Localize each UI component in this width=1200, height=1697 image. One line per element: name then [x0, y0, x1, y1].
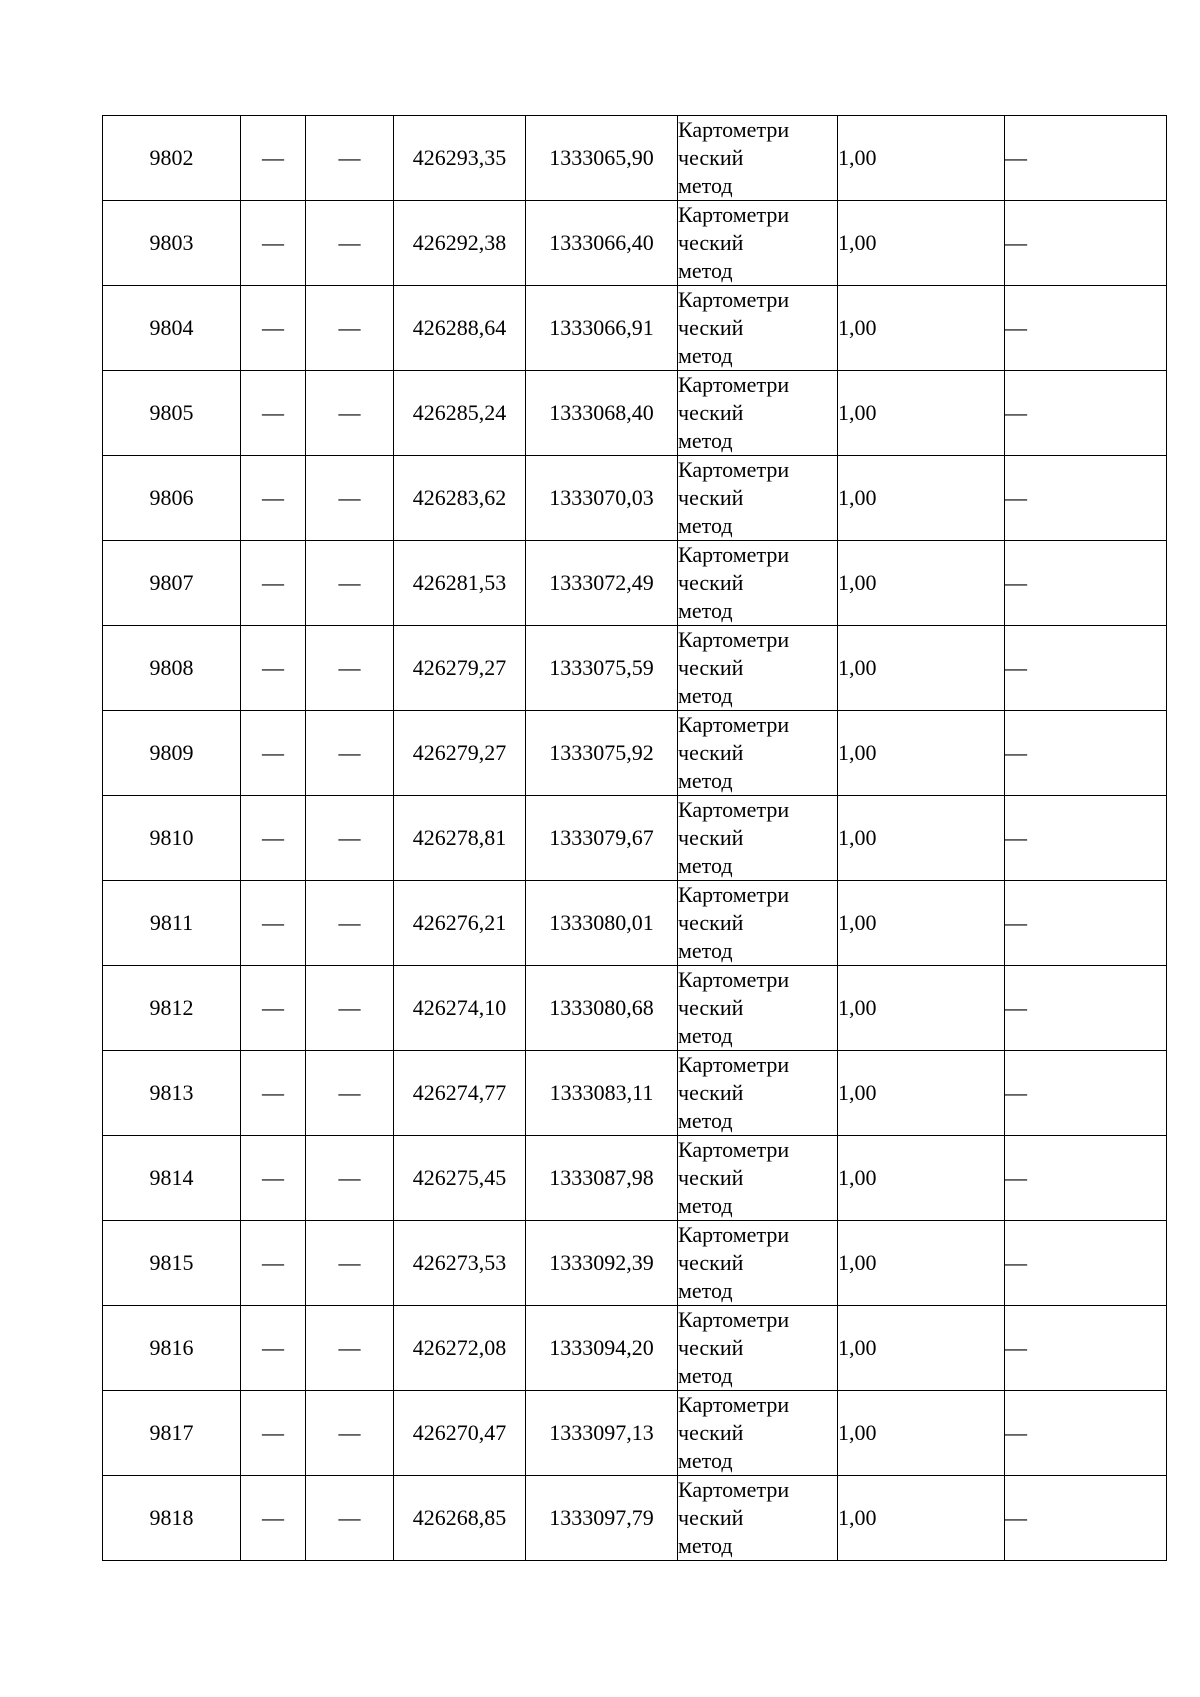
method-line: метод: [678, 513, 733, 538]
dash-cell-2: —: [241, 881, 306, 966]
point-number-cell: 9811: [103, 881, 241, 966]
table-row: [103, 541, 1167, 626]
dash-cell-last: —: [1005, 1476, 1167, 1561]
dash-cell-3: —: [306, 1391, 394, 1476]
table-row: [103, 796, 1167, 881]
method-line: метод: [678, 1363, 733, 1388]
y-coordinate-cell: 1333066,91: [526, 286, 678, 371]
dash-cell-3: —: [306, 456, 394, 541]
dash-cell-3: —: [306, 116, 394, 201]
point-number-cell: 9810: [103, 796, 241, 881]
dash-cell-2: —: [241, 966, 306, 1051]
dash-cell-last: —: [1005, 626, 1167, 711]
method-line: ческий: [678, 1250, 744, 1275]
dash-cell-2: —: [241, 1221, 306, 1306]
method-line: Картометри: [678, 1222, 790, 1247]
y-coordinate-cell: 1333075,92: [526, 711, 678, 796]
table-row: [103, 711, 1167, 796]
dash-cell-2: —: [241, 1051, 306, 1136]
dash-cell-3: —: [306, 371, 394, 456]
point-number-cell: 9803: [103, 201, 241, 286]
accuracy-cell: 1,00: [838, 371, 1005, 456]
dash-cell-last: —: [1005, 1221, 1167, 1306]
method-line: метод: [678, 343, 733, 368]
method-line: ческий: [678, 400, 744, 425]
dash-cell-3: —: [306, 966, 394, 1051]
accuracy-cell: 1,00: [838, 1306, 1005, 1391]
method-line: метод: [678, 1108, 733, 1133]
x-coordinate-cell: 426273,53: [394, 1221, 526, 1306]
dash-cell-last: —: [1005, 116, 1167, 201]
y-coordinate-cell: 1333080,01: [526, 881, 678, 966]
table-row: [103, 626, 1167, 711]
accuracy-cell: 1,00: [838, 626, 1005, 711]
accuracy-cell: 1,00: [838, 456, 1005, 541]
accuracy-cell: 1,00: [838, 881, 1005, 966]
method-line: Картометри: [678, 372, 790, 397]
accuracy-cell: 1,00: [838, 1476, 1005, 1561]
method-line: метод: [678, 683, 733, 708]
x-coordinate-cell: 426272,08: [394, 1306, 526, 1391]
y-coordinate-cell: 1333087,98: [526, 1136, 678, 1221]
dash-cell-2: —: [241, 541, 306, 626]
dash-cell-2: —: [241, 1306, 306, 1391]
table-row: [103, 881, 1167, 966]
y-coordinate-cell: 1333072,49: [526, 541, 678, 626]
dash-cell-last: —: [1005, 966, 1167, 1051]
table-row: [103, 286, 1167, 371]
method-cell: [678, 371, 838, 456]
method-line: метод: [678, 598, 733, 623]
dash-cell-last: —: [1005, 456, 1167, 541]
method-cell: [678, 1221, 838, 1306]
method-cell: [678, 116, 838, 201]
accuracy-cell: 1,00: [838, 1136, 1005, 1221]
method-line: Картометри: [678, 1137, 790, 1162]
table-row: [103, 1391, 1167, 1476]
y-coordinate-cell: 1333065,90: [526, 116, 678, 201]
dash-cell-3: —: [306, 286, 394, 371]
dash-cell-2: —: [241, 371, 306, 456]
method-line: Картометри: [678, 882, 790, 907]
method-line: метод: [678, 173, 733, 198]
dash-cell-3: —: [306, 201, 394, 286]
method-cell: [678, 881, 838, 966]
dash-cell-3: —: [306, 881, 394, 966]
table-row: [103, 116, 1167, 201]
y-coordinate-cell: 1333075,59: [526, 626, 678, 711]
x-coordinate-cell: 426270,47: [394, 1391, 526, 1476]
y-coordinate-cell: 1333083,11: [526, 1051, 678, 1136]
method-cell: [678, 966, 838, 1051]
method-line: ческий: [678, 1080, 744, 1105]
point-number-cell: 9806: [103, 456, 241, 541]
table-row: [103, 1476, 1167, 1561]
table-row: [103, 966, 1167, 1051]
point-number-cell: 9815: [103, 1221, 241, 1306]
dash-cell-last: —: [1005, 201, 1167, 286]
method-line: Картометри: [678, 797, 790, 822]
point-number-cell: 9807: [103, 541, 241, 626]
table-row: [103, 456, 1167, 541]
accuracy-cell: 1,00: [838, 116, 1005, 201]
method-line: метод: [678, 938, 733, 963]
method-line: ческий: [678, 230, 744, 255]
accuracy-cell: 1,00: [838, 201, 1005, 286]
method-line: ческий: [678, 315, 744, 340]
dash-cell-3: —: [306, 626, 394, 711]
dash-cell-last: —: [1005, 1306, 1167, 1391]
coordinates-table: [102, 115, 1167, 1561]
method-line: Картометри: [678, 1477, 790, 1502]
accuracy-cell: 1,00: [838, 711, 1005, 796]
dash-cell-last: —: [1005, 881, 1167, 966]
method-line: Картометри: [678, 1307, 790, 1332]
method-line: Картометри: [678, 1052, 790, 1077]
table-row: [103, 1051, 1167, 1136]
dash-cell-2: —: [241, 1136, 306, 1221]
point-number-cell: 9814: [103, 1136, 241, 1221]
x-coordinate-cell: 426279,27: [394, 626, 526, 711]
method-cell: [678, 1136, 838, 1221]
method-cell: [678, 796, 838, 881]
x-coordinate-cell: 426276,21: [394, 881, 526, 966]
dash-cell-last: —: [1005, 1051, 1167, 1136]
point-number-cell: 9818: [103, 1476, 241, 1561]
method-line: Картометри: [678, 202, 790, 227]
method-line: метод: [678, 258, 733, 283]
dash-cell-3: —: [306, 1476, 394, 1561]
method-line: ческий: [678, 1420, 744, 1445]
method-line: метод: [678, 1193, 733, 1218]
table-row: [103, 201, 1167, 286]
dash-cell-3: —: [306, 1306, 394, 1391]
dash-cell-2: —: [241, 201, 306, 286]
dash-cell-3: —: [306, 1136, 394, 1221]
point-number-cell: 9809: [103, 711, 241, 796]
method-cell: [678, 711, 838, 796]
accuracy-cell: 1,00: [838, 796, 1005, 881]
dash-cell-3: —: [306, 711, 394, 796]
method-cell: [678, 1306, 838, 1391]
y-coordinate-cell: 1333068,40: [526, 371, 678, 456]
point-number-cell: 9802: [103, 116, 241, 201]
method-line: ческий: [678, 825, 744, 850]
method-cell: [678, 541, 838, 626]
accuracy-cell: 1,00: [838, 1221, 1005, 1306]
y-coordinate-cell: 1333097,79: [526, 1476, 678, 1561]
dash-cell-2: —: [241, 116, 306, 201]
method-line: Картометри: [678, 967, 790, 992]
method-line: ческий: [678, 1505, 744, 1530]
x-coordinate-cell: 426274,10: [394, 966, 526, 1051]
method-line: метод: [678, 428, 733, 453]
accuracy-cell: 1,00: [838, 286, 1005, 371]
method-line: ческий: [678, 485, 744, 510]
dash-cell-last: —: [1005, 1136, 1167, 1221]
y-coordinate-cell: 1333092,39: [526, 1221, 678, 1306]
dash-cell-2: —: [241, 286, 306, 371]
x-coordinate-cell: 426268,85: [394, 1476, 526, 1561]
dash-cell-2: —: [241, 456, 306, 541]
accuracy-cell: 1,00: [838, 541, 1005, 626]
x-coordinate-cell: 426292,38: [394, 201, 526, 286]
method-line: Картометри: [678, 287, 790, 312]
method-cell: [678, 456, 838, 541]
dash-cell-3: —: [306, 541, 394, 626]
method-line: ческий: [678, 570, 744, 595]
table-row: [103, 1136, 1167, 1221]
y-coordinate-cell: 1333097,13: [526, 1391, 678, 1476]
x-coordinate-cell: 426285,24: [394, 371, 526, 456]
x-coordinate-cell: 426275,45: [394, 1136, 526, 1221]
point-number-cell: 9805: [103, 371, 241, 456]
dash-cell-3: —: [306, 796, 394, 881]
method-line: Картометри: [678, 627, 790, 652]
method-line: ческий: [678, 995, 744, 1020]
point-number-cell: 9804: [103, 286, 241, 371]
x-coordinate-cell: 426279,27: [394, 711, 526, 796]
method-line: метод: [678, 1278, 733, 1303]
method-line: Картометри: [678, 457, 790, 482]
x-coordinate-cell: 426293,35: [394, 116, 526, 201]
method-cell: [678, 286, 838, 371]
accuracy-cell: 1,00: [838, 1391, 1005, 1476]
method-line: ческий: [678, 1165, 744, 1190]
dash-cell-2: —: [241, 1476, 306, 1561]
dash-cell-2: —: [241, 626, 306, 711]
x-coordinate-cell: 426283,62: [394, 456, 526, 541]
dash-cell-2: —: [241, 796, 306, 881]
method-line: метод: [678, 853, 733, 878]
x-coordinate-cell: 426274,77: [394, 1051, 526, 1136]
table-row: [103, 1306, 1167, 1391]
method-line: Картометри: [678, 712, 790, 737]
y-coordinate-cell: 1333079,67: [526, 796, 678, 881]
method-line: ческий: [678, 740, 744, 765]
dash-cell-last: —: [1005, 796, 1167, 881]
method-line: Картометри: [678, 117, 790, 142]
method-line: метод: [678, 768, 733, 793]
y-coordinate-cell: 1333094,20: [526, 1306, 678, 1391]
point-number-cell: 9817: [103, 1391, 241, 1476]
dash-cell-last: —: [1005, 1391, 1167, 1476]
method-line: метод: [678, 1448, 733, 1473]
method-cell: [678, 1391, 838, 1476]
method-line: ческий: [678, 910, 744, 935]
dash-cell-3: —: [306, 1051, 394, 1136]
method-cell: [678, 626, 838, 711]
dash-cell-last: —: [1005, 711, 1167, 796]
point-number-cell: 9816: [103, 1306, 241, 1391]
x-coordinate-cell: 426288,64: [394, 286, 526, 371]
accuracy-cell: 1,00: [838, 966, 1005, 1051]
y-coordinate-cell: 1333066,40: [526, 201, 678, 286]
point-number-cell: 9808: [103, 626, 241, 711]
x-coordinate-cell: 426281,53: [394, 541, 526, 626]
point-number-cell: 9812: [103, 966, 241, 1051]
method-line: Картометри: [678, 542, 790, 567]
x-coordinate-cell: 426278,81: [394, 796, 526, 881]
dash-cell-last: —: [1005, 371, 1167, 456]
table-body: [103, 116, 1167, 1561]
dash-cell-2: —: [241, 1391, 306, 1476]
table-row: [103, 1221, 1167, 1306]
method-line: метод: [678, 1533, 733, 1558]
dash-cell-2: —: [241, 711, 306, 796]
accuracy-cell: 1,00: [838, 1051, 1005, 1136]
method-line: Картометри: [678, 1392, 790, 1417]
dash-cell-last: —: [1005, 286, 1167, 371]
method-cell: [678, 1476, 838, 1561]
table-row: [103, 371, 1167, 456]
method-line: метод: [678, 1023, 733, 1048]
dash-cell-3: —: [306, 1221, 394, 1306]
y-coordinate-cell: 1333080,68: [526, 966, 678, 1051]
point-number-cell: 9813: [103, 1051, 241, 1136]
method-line: ческий: [678, 655, 744, 680]
method-line: ческий: [678, 1335, 744, 1360]
method-line: ческий: [678, 145, 744, 170]
method-cell: [678, 201, 838, 286]
y-coordinate-cell: 1333070,03: [526, 456, 678, 541]
method-cell: [678, 1051, 838, 1136]
dash-cell-last: —: [1005, 541, 1167, 626]
